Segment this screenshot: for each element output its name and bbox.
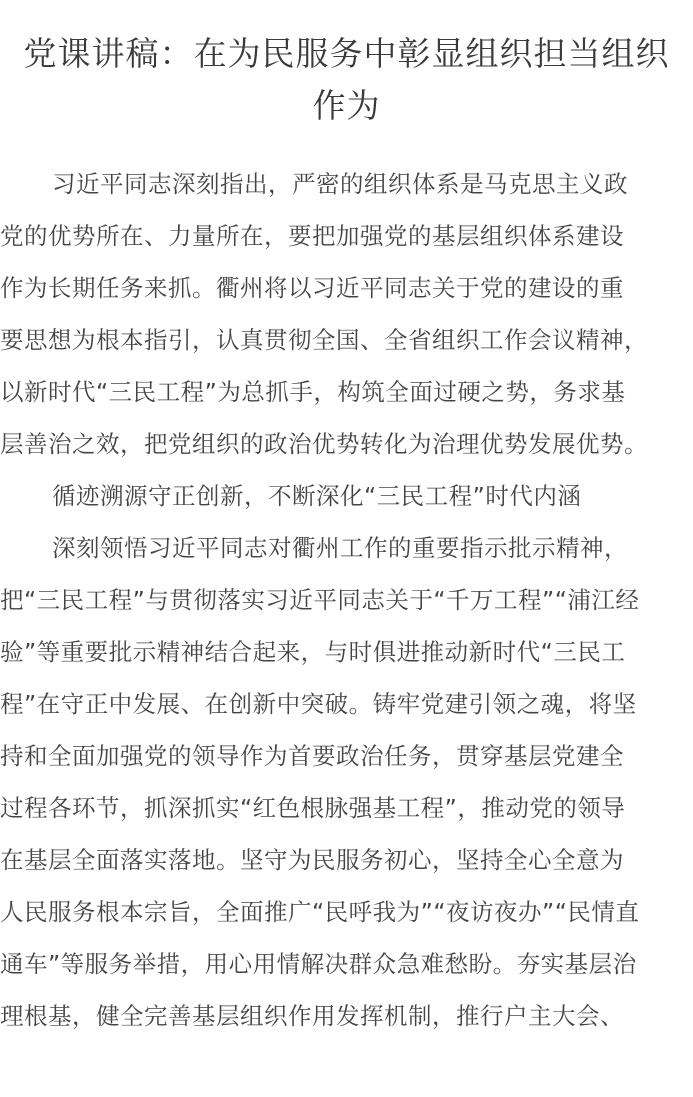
paragraph-line: 人民服务根本宗旨，全面推广“民呼我为”“夜访夜办”“民情直: [0, 898, 640, 926]
title-line-1: 党课讲稿：在为民服务中彰显组织担当组织: [23, 34, 670, 73]
paragraph-line: 过程各环节，抓深抓实“红色根脉强基工程”，推动党的领导: [0, 794, 626, 822]
paragraph-line: 在基层全面落实落地。坚守为民服务初心，坚持全心全意为: [0, 846, 624, 874]
paragraph-line: 习近平同志深刻指出，严密的组织体系是马克思主义政: [52, 170, 628, 198]
paragraph-line: 验”等重要批示精神结合起来，与时俱进推动新时代“三民工: [0, 638, 626, 666]
paragraph-line: 作为长期任务来抓。衢州将以习近平同志关于党的建设的重: [0, 274, 624, 302]
paragraph-line: 要思想为根本指引，认真贯彻全国、全省组织工作会议精神，: [0, 326, 648, 354]
paragraph-line: 把“三民工程”与贯彻落实习近平同志关于“千万工程”“浦江经: [0, 586, 640, 614]
article-body: [0, 158, 693, 1042]
section-heading: 循迹溯源守正创新，不断深化“三民工程”时代内涵: [52, 482, 582, 510]
paragraph-line: 以新时代“三民工程”为总抓手，构筑全面过硬之势，务求基: [0, 378, 626, 406]
paragraph-line: 党的优势所在、力量所在，要把加强党的基层组织体系建设: [0, 222, 624, 250]
paragraph-line: 持和全面加强党的领导作为首要政治任务，贯穿基层党建全: [0, 742, 624, 770]
paragraph-line: 层善治之效，把党组织的政治优势转化为治理优势发展优势。: [0, 430, 648, 458]
paragraph-line: 程”在守正中发展、在创新中突破。铸牢党建引领之魂，将坚: [0, 690, 637, 718]
paragraph-line: 通车”等服务举措，用心用情解决群众急难愁盼。夯实基层治: [0, 950, 637, 978]
paragraph-line: 理根基，健全完善基层组织作用发挥机制，推行户主大会、: [0, 1002, 624, 1030]
title-line-2: 作为: [312, 86, 381, 125]
article-title: [0, 28, 693, 132]
paragraph-line: 深刻领悟习近平同志对衢州工作的重要指示批示精神，: [52, 534, 628, 562]
